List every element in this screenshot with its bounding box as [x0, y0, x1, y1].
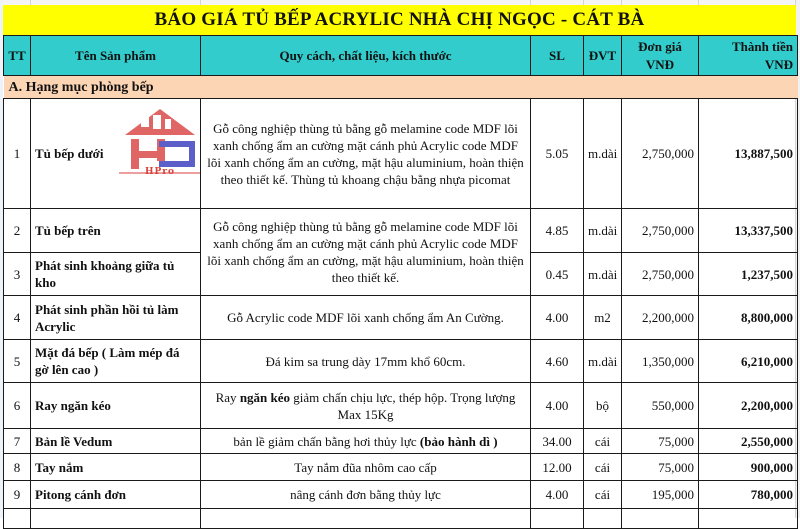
table-row-partial [4, 509, 798, 529]
cell-total[interactable]: 780,000 [699, 481, 798, 509]
cell-tt[interactable]: 8 [4, 454, 31, 481]
cell-unit[interactable]: m.dài [584, 99, 622, 209]
section-label[interactable]: A. Hạng mục phòng bếp [4, 76, 798, 99]
cell-total[interactable]: 8,800,000 [699, 296, 798, 340]
cell-empty[interactable] [31, 509, 201, 529]
cell-unit[interactable]: cái [584, 481, 622, 509]
cell-empty[interactable] [699, 509, 798, 529]
cell-unit-price[interactable]: 195,000 [622, 481, 699, 509]
spec-text-bold: (bảo hành dì ) [419, 433, 498, 449]
spec-text-bold: ngăn kéo [239, 389, 291, 405]
cell-tt[interactable]: 4 [4, 296, 31, 340]
logo-text: HPro [144, 167, 175, 177]
cell-tt[interactable]: 7 [4, 429, 31, 454]
cell-specification[interactable]: nâng cánh đơn bằng thủy lực [201, 481, 531, 509]
cell-product-name[interactable]: Ray ngăn kéo [31, 383, 201, 429]
product-name-text: Tủ bếp dưới [35, 146, 104, 161]
cell-product-name[interactable]: Bản lề Vedum [31, 429, 201, 454]
cell-empty[interactable] [531, 509, 584, 529]
quote-title[interactable]: BÁO GIÁ TỦ BẾP ACRYLIC NHÀ CHỊ NGỌC - CÁT BÀ [3, 5, 796, 37]
header-unit-price-line2: VNĐ [645, 56, 675, 72]
cell-quantity[interactable]: 4.85 [531, 209, 584, 253]
cell-tt[interactable]: 6 [4, 383, 31, 429]
cell-tt[interactable]: 2 [4, 209, 31, 253]
cell-unit-price[interactable]: 550,000 [622, 383, 699, 429]
spec-text: Ray [215, 389, 240, 405]
cell-quantity[interactable]: 4.00 [531, 481, 584, 509]
table-row [4, 454, 798, 481]
cell-specification[interactable]: Gỗ Acrylic code MDF lõi xanh chống ẩm An Cường. [201, 296, 531, 340]
cell-total[interactable]: 2,550,000 [699, 429, 798, 454]
cell-specification[interactable] [201, 429, 531, 454]
spec-text: bản lề giảm chấn bằng hơi thủy lực [233, 433, 420, 449]
cell-unit[interactable]: cái [584, 454, 622, 481]
cell-quantity[interactable]: 34.00 [531, 429, 584, 454]
cell-product-name[interactable] [31, 99, 201, 209]
cell-unit[interactable]: m2 [584, 296, 622, 340]
cell-total[interactable]: 13,887,500 [699, 99, 798, 209]
cell-unit-price[interactable]: 1,350,000 [622, 340, 699, 383]
header-unit-price[interactable] [622, 36, 699, 76]
table-row [4, 481, 798, 509]
cell-unit-price[interactable]: 75,000 [622, 429, 699, 454]
cell-total[interactable]: 13,337,500 [699, 209, 798, 253]
cell-total[interactable]: 6,210,000 [699, 340, 798, 383]
cell-total[interactable]: 1,237,500 [699, 253, 798, 296]
table-row [4, 383, 798, 429]
header-total[interactable] [699, 36, 798, 76]
cell-tt[interactable]: 1 [4, 99, 31, 209]
cell-tt[interactable]: 3 [4, 253, 31, 296]
header-quantity[interactable]: SL [531, 36, 584, 76]
cell-unit-price[interactable]: 75,000 [622, 454, 699, 481]
cell-unit-price[interactable]: 2,750,000 [622, 209, 699, 253]
cell-unit-price[interactable]: 2,750,000 [622, 99, 699, 209]
header-tt[interactable]: TT [4, 36, 31, 76]
cell-unit[interactable]: m.dài [584, 340, 622, 383]
header-product-name[interactable]: Tên Sản phẩm [31, 36, 201, 76]
cell-quantity[interactable]: 12.00 [531, 454, 584, 481]
cell-unit[interactable]: cái [584, 429, 622, 454]
cell-empty[interactable] [4, 509, 31, 529]
cell-product-name[interactable]: Pitong cánh đơn [31, 481, 201, 509]
cell-specification[interactable]: Đá kim sa trung dày 17mm khổ 60cm. [201, 340, 531, 383]
cell-specification[interactable]: Gỗ công nghiệp thùng tủ bằng gỗ melamine code MDF lõi xanh chống ẩm an cường mặt cánh phủ Acrylic code MDF lõi xanh chống ẩm an cường, mặt hậu aluminium, hoàn thiện theo thiết kế. Thùng tủ khoang chậu bằng nhựa picomat [201, 99, 531, 209]
cell-empty[interactable] [622, 509, 699, 529]
spec-text: giảm chấn chịu lực, thép hộp. Trọng lượng Max 15Kg [290, 389, 516, 422]
cell-unit[interactable]: m.dài [584, 209, 622, 253]
cell-product-name[interactable]: Phát sinh phần hồi tủ làm Acrylic [31, 296, 201, 340]
cell-product-name[interactable]: Tay nắm [31, 454, 201, 481]
cell-tt[interactable]: 5 [4, 340, 31, 383]
cell-specification[interactable]: Tay nắm đũa nhôm cao cấp [201, 454, 531, 481]
header-unit-price-line1: Đơn giá [638, 38, 682, 54]
cell-product-name[interactable]: Phát sinh khoảng giữa tủ kho [31, 253, 201, 296]
cell-specification-merged[interactable]: Gỗ công nghiệp thùng tủ bằng gỗ melamine code MDF lõi xanh chống ẩm an cường mặt cánh phủ Acrylic code MDF lõi xanh chống ẩm an cường, mặt hậu aluminium, hoàn thiện theo thiết kế. [201, 209, 531, 296]
header-unit[interactable]: ĐVT [584, 36, 622, 76]
header-row [4, 36, 798, 76]
cell-quantity[interactable]: 5.05 [531, 99, 584, 209]
table-row [4, 296, 798, 340]
cell-specification[interactable] [201, 383, 531, 429]
cell-unit-price[interactable]: 2,200,000 [622, 296, 699, 340]
header-specification[interactable]: Quy cách, chất liệu, kích thước [201, 36, 531, 76]
table-row [4, 429, 798, 454]
table-row [4, 340, 798, 383]
table-row [4, 209, 798, 253]
cell-quantity[interactable]: 4.00 [531, 383, 584, 429]
cell-empty[interactable] [584, 509, 622, 529]
header-total-line1: Thành tiền [731, 39, 793, 54]
section-row [4, 76, 798, 99]
cell-product-name[interactable]: Tủ bếp trên [31, 209, 201, 253]
cell-tt[interactable]: 9 [4, 481, 31, 509]
cell-empty[interactable] [201, 509, 531, 529]
quote-table [3, 35, 798, 529]
cell-unit[interactable]: m.dài [584, 253, 622, 296]
cell-unit[interactable]: bộ [584, 383, 622, 429]
header-total-line2: VNĐ [764, 57, 793, 72]
hpro-logo-icon [119, 107, 201, 187]
cell-quantity[interactable]: 4.00 [531, 296, 584, 340]
cell-unit-price[interactable]: 2,750,000 [622, 253, 699, 296]
table-row [4, 99, 798, 209]
cell-product-name[interactable]: Mặt đá bếp ( Làm mép đá gờ lên cao ) [31, 340, 201, 383]
cell-total[interactable]: 900,000 [699, 454, 798, 481]
cell-quantity[interactable]: 4.60 [531, 340, 584, 383]
cell-quantity[interactable]: 0.45 [531, 253, 584, 296]
cell-total[interactable]: 2,200,000 [699, 383, 798, 429]
